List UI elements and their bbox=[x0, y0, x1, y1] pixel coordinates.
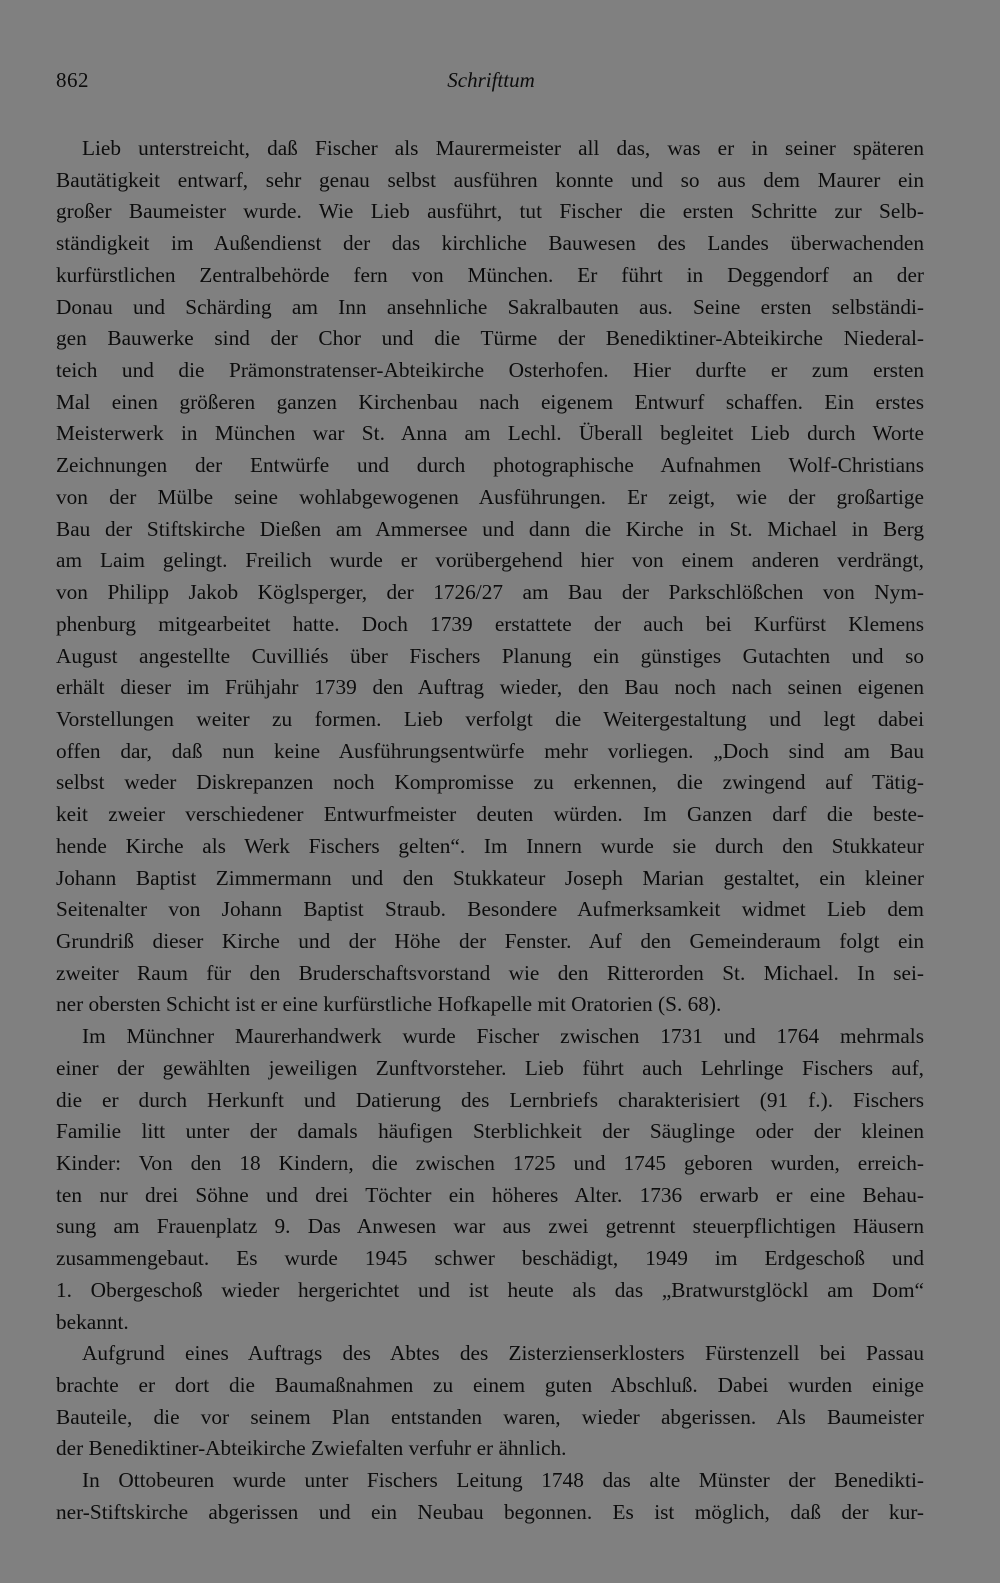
text-line: Aufgrund eines Auftrags des Abtes des Zisterzienserklosters Fürstenzell bei Passau bbox=[82, 1341, 924, 1366]
body-text bbox=[56, 133, 924, 1529]
text-line: Vorstellungen weiter zu formen. Lieb verfolgt die Weitergestaltung und legt dabei bbox=[56, 706, 924, 731]
text-line: Im Münchner Maurerhandwerk wurde Fischer zwischen 1731 und 1764 mehrmals bbox=[82, 1024, 924, 1049]
text-line: von der Mülbe seine wohlabgewogenen Ausführungen. Er zeigt, wie der großartige bbox=[56, 484, 924, 509]
text-line: bekannt. bbox=[56, 1309, 129, 1334]
text-line: keit zweier verschiedener Entwurfmeister deuten würden. Im Ganzen darf die beste- bbox=[56, 802, 924, 827]
text-line: sung am Frauenplatz 9. Das Anwesen war aus zwei getrennt steuerpflichtigen Häusern bbox=[56, 1214, 924, 1239]
text-line: einer der gewählten jeweiligen Zunftvorsteher. Lieb führt auch Lehrlinge Fischers auf, bbox=[56, 1055, 924, 1080]
text-line: zweiter Raum für den Bruderschaftsvorstand wie den Ritterorden St. Michael. In sei- bbox=[56, 960, 924, 985]
text-line: Bauteile, die vor seinem Plan entstanden waren, wieder abgerissen. Als Baumeister bbox=[56, 1404, 924, 1429]
text-line: ten nur drei Söhne und drei Töchter ein höheres Alter. 1736 erwarb er eine Behau- bbox=[56, 1182, 924, 1207]
text-line: Mal einen größeren ganzen Kirchenbau nach eigenem Entwurf schaffen. Ein erstes bbox=[56, 389, 924, 414]
text-line: am Laim gelingt. Freilich wurde er vorübergehend hier von einem anderen verdrängt, bbox=[56, 548, 924, 573]
text-line: erhält dieser im Frühjahr 1739 den Auftrag wieder, den Bau noch nach seinen eigenen bbox=[56, 675, 924, 700]
text-line: Bau der Stiftskirche Dießen am Ammersee und dann die Kirche in St. Michael in Berg bbox=[56, 516, 924, 541]
text-line: Meisterwerk in München war St. Anna am Lechl. Überall begleitet Lieb durch Worte bbox=[56, 421, 924, 446]
text-line: ständigkeit im Außendienst der das kirchliche Bauwesen des Landes überwachenden bbox=[56, 231, 924, 256]
text-line: teich und die Prämonstratenser-Abteikirche Osterhofen. Hier durfte er zum ersten bbox=[56, 358, 924, 383]
text-line: Lieb unterstreicht, daß Fischer als Maurermeister all das, was er in seiner späteren bbox=[82, 136, 924, 160]
text-line: kurfürstlichen Zentralbehörde fern von München. Er führt in Deggendorf an der bbox=[56, 262, 924, 287]
text-line: phenburg mitgearbeitet hatte. Doch 1739 erstattete der auch bei Kurfürst Klemens bbox=[56, 611, 924, 636]
text-line: In Ottobeuren wurde unter Fischers Leitung 1748 das alte Münster der Benedikti- bbox=[82, 1468, 924, 1493]
text-line: gen Bauwerke sind der Chor und die Türme der Benediktiner-Abteikirche Niederal- bbox=[56, 326, 924, 351]
paragraph bbox=[56, 133, 924, 1021]
text-line: Johann Baptist Zimmermann und den Stukkateur Joseph Marian gestaltet, ein kleiner bbox=[56, 865, 924, 890]
text-line: 1. Obergeschoß wieder hergerichtet und ist heute als das „Bratwurstglöckl am Dom“ bbox=[56, 1277, 924, 1302]
text-line: die er durch Herkunft und Datierung des Lernbriefs charakterisiert (91 f.). Fischers bbox=[56, 1087, 924, 1112]
text-line: zusammengebaut. Es wurde 1945 schwer beschädigt, 1949 im Erdgeschoß und bbox=[56, 1246, 924, 1271]
text-line: ner-Stiftskirche abgerissen und ein Neubau begonnen. Es ist möglich, daß der kur- bbox=[56, 1499, 924, 1524]
text-line: Grundriß dieser Kirche und der Höhe der Fenster. Auf den Gemeinderaum folgt ein bbox=[56, 928, 924, 953]
text-line: Kinder: Von den 18 Kindern, die zwischen 1725 und 1745 geboren wurden, erreich- bbox=[56, 1151, 924, 1175]
page-header bbox=[56, 68, 926, 98]
paragraph bbox=[56, 1021, 924, 1338]
text-line: hende Kirche als Werk Fischers gelten“. Im Innern wurde sie durch den Stukkateur bbox=[56, 833, 924, 858]
text-line: von Philipp Jakob Köglsperger, der 1726/27 am Bau der Parkschlößchen von Nym- bbox=[56, 580, 924, 605]
text-line: selbst weder Diskrepanzen noch Kompromisse zu erkennen, die zwingend auf Tätig- bbox=[56, 770, 924, 795]
text-line: Donau und Schärding am Inn ansehnliche Sakralbauten aus. Seine ersten selbständi- bbox=[56, 294, 924, 319]
paragraph bbox=[56, 1338, 924, 1465]
text-line: großer Baumeister wurde. Wie Lieb ausführt, tut Fischer die ersten Schritte zur Selb- bbox=[56, 199, 924, 224]
text-line: Seitenalter von Johann Baptist Straub. Besondere Aufmerksamkeit widmet Lieb dem bbox=[56, 897, 924, 922]
text-line: Familie litt unter der damals häufigen Sterblichkeit der Säuglinge oder der kleinen bbox=[56, 1119, 924, 1144]
text-line: August angestellte Cuvilliés über Fischers Planung ein günstiges Gutachten und so bbox=[56, 643, 924, 668]
text-line: der Benediktiner-Abteikirche Zwiefalten verfuhr er ähnlich. bbox=[56, 1436, 567, 1461]
text-line: ner obersten Schicht ist er eine kurfürstliche Hofkapelle mit Oratorien (S. 68). bbox=[56, 992, 722, 1017]
text-line: brachte er dort die Baumaßnahmen zu einem guten Abschluß. Dabei wurden einige bbox=[56, 1373, 924, 1398]
running-title: Schrifttum bbox=[447, 68, 535, 92]
text-line: Zeichnungen der Entwürfe und durch photographische Aufnahmen Wolf-Christians bbox=[56, 453, 924, 478]
page-number: 862 bbox=[56, 68, 89, 92]
text-line: offen dar, daß nun keine Ausführungsentwürfe mehr vorliegen. „Doch sind am Bau bbox=[56, 738, 924, 763]
text-line: Bautätigkeit entwarf, sehr genau selbst ausführen konnte und so aus dem Maurer ein bbox=[56, 167, 924, 192]
paragraph bbox=[56, 1465, 924, 1528]
